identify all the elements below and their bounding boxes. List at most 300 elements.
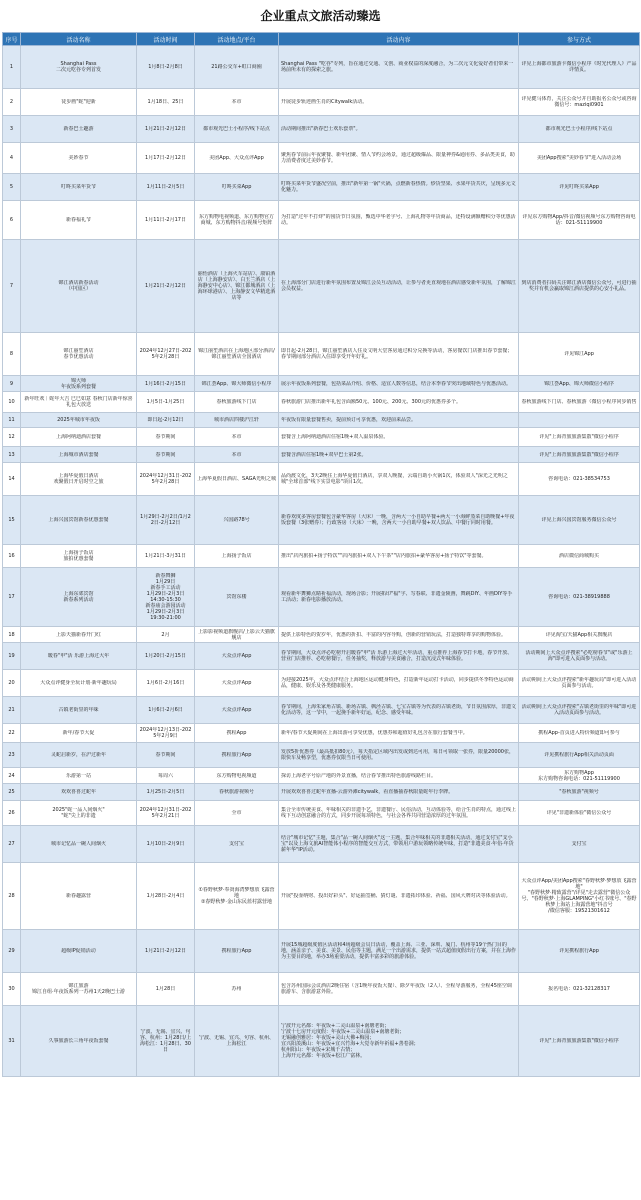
cell-name bbox=[21, 670, 137, 697]
cell-name bbox=[21, 973, 137, 1006]
cell-time bbox=[137, 428, 195, 447]
cell-no bbox=[3, 724, 21, 743]
cell-place-text: 锦江荟App、锦大师微信小程序 bbox=[201, 380, 272, 387]
cell-time-text: 1月18日、25日 bbox=[147, 99, 184, 105]
cell-name bbox=[21, 240, 137, 333]
cell-join bbox=[519, 333, 640, 376]
page-title: 企业重点文旅活动臻选 bbox=[260, 9, 381, 23]
cell-no bbox=[3, 743, 21, 768]
cell-no bbox=[3, 240, 21, 333]
cell-name-text: 超级IP促销活动 bbox=[61, 948, 96, 954]
cell-join-text: 大众点评App/美团App搜索"春野秋梦·梦想放飞露营地" "春野秋梦·精致露营"/详见"走去露营"微信公众号、"春野秋梦·上海GLAMPING"小红书账号、"春野秋梦上海站上海露营地"抖音号 /微信客服：19521301612 bbox=[521, 878, 637, 914]
cell-place bbox=[195, 801, 279, 826]
cell-join bbox=[519, 143, 640, 174]
cell-content-text: 新年/春节大促期间在上海出游可享受优惠，优惠券和超值好礼包含在旅行套餐当中。 bbox=[281, 730, 468, 736]
cell-time-text: 新春舞狮 1月29日 新春手工活动 1月29日-2月3日 14:30-15:30 新春庙会游园活动 1月29日-2月3日 19:30-21:00 bbox=[145, 573, 186, 621]
cell-content bbox=[279, 545, 519, 568]
cell-no bbox=[3, 973, 21, 1006]
cell-content bbox=[279, 568, 519, 627]
table-row bbox=[3, 392, 640, 413]
cell-no bbox=[3, 46, 21, 89]
cell-join bbox=[519, 428, 640, 447]
cell-time bbox=[137, 545, 195, 568]
cell-content-text: 宁波开元名都：年夜饭+二灵山温泉+南塘老街； 宁波十七房开元度假：年夜饭+二灵山温泉+南塘老街； 无锡融创雅居：年夜饭+灵山大佛+梅园； 宜兴阳羡溪山：年夜饭+宜兴竹海+大觉寺新年祈福+善卷洞； 杭州阳山：年夜饭+宋城千古情； 上海开元名都：年夜饭+松江广富林。 bbox=[281, 1023, 419, 1059]
header-name: 活动名称 bbox=[21, 33, 137, 46]
cell-name bbox=[21, 174, 137, 201]
cell-join bbox=[519, 743, 640, 768]
cell-time-text: 1月8日-2月8日 bbox=[148, 64, 183, 70]
cell-name-text: 锦江丽笙酒店 春节优惠活动 bbox=[63, 348, 94, 360]
cell-name-text: 锦江酒店新春活动 （中国区） bbox=[58, 280, 99, 292]
cell-join-text: 详见携程旅行App相关活动页面 bbox=[544, 752, 614, 758]
table-row bbox=[3, 46, 640, 89]
cell-content bbox=[279, 240, 519, 333]
cell-place bbox=[195, 627, 279, 643]
cell-name bbox=[21, 496, 137, 545]
cell-time-text: 1月25日-2月5日 bbox=[146, 789, 185, 795]
cell-time-text: 1月17日-2月12日 bbox=[145, 155, 186, 161]
cell-time bbox=[137, 413, 195, 428]
cell-time bbox=[137, 333, 195, 376]
cell-place bbox=[195, 376, 279, 392]
cell-time-text: 1月11日-2月17日 bbox=[145, 217, 186, 223]
cell-name-text: 上海东郊宾馆 新春系列活动 bbox=[63, 591, 94, 603]
cell-name bbox=[21, 376, 137, 392]
cell-no-text: 19 bbox=[8, 653, 15, 659]
cell-join-text: 东方购物App 东方购物咨询电话：021-51119900 bbox=[538, 769, 620, 782]
cell-name bbox=[21, 333, 137, 376]
cell-place-text: 携程旅行App bbox=[221, 752, 252, 758]
cell-time-text: 1月16日-2月15日 bbox=[145, 380, 186, 387]
table-row bbox=[3, 333, 640, 376]
cell-content-text: 为打造"过年不打烊"的囤货节日氛围，甄选中华老字号、上海礼物等年货商品，还特设满额赠积分等优惠活动。 bbox=[281, 214, 516, 226]
cell-time-text: 1月20日-2月15日 bbox=[145, 653, 186, 659]
cell-no bbox=[3, 376, 21, 392]
cell-no bbox=[3, 826, 21, 863]
cell-time-text: 2024年12月31日-2025年2月21日 bbox=[139, 807, 192, 819]
cell-time-text: 1月6日-2月16日 bbox=[146, 680, 185, 686]
cell-place bbox=[195, 784, 279, 801]
cell-no bbox=[3, 392, 21, 413]
cell-place-text: 本市 bbox=[231, 99, 242, 105]
cell-join-text: 春秋旅游线下门店、春秋旅游（微信小程序同步销售 bbox=[521, 399, 637, 405]
cell-name-text: 新年旺欢｜蛇年大吉 巳巳如意 春秋门店新年惊喜礼包大放送 bbox=[24, 396, 133, 408]
table-row bbox=[3, 973, 640, 1006]
cell-name bbox=[21, 930, 137, 973]
cell-time-text: 每周六 bbox=[157, 772, 173, 779]
cell-no bbox=[3, 201, 21, 240]
cell-place-text: 上影影视频道旗舰店/上影云天猫旗舰店 bbox=[198, 628, 275, 641]
cell-content-text: 叮咚买菜年货节盛况空前，推出"新年第一锅"火锅，点燃新春热情。炒货坚果、水果年货共庆，呈现多元文化魅力。 bbox=[281, 181, 516, 193]
cell-time bbox=[137, 863, 195, 930]
cell-join bbox=[519, 46, 640, 89]
cell-content bbox=[279, 89, 519, 116]
cell-time bbox=[137, 376, 195, 392]
cell-name-text: 灵蛇启新岁，在沪过新年 bbox=[50, 752, 106, 758]
cell-place bbox=[195, 174, 279, 201]
cell-place-text: 大众点评App bbox=[221, 653, 252, 659]
cell-join bbox=[519, 670, 640, 697]
cell-join bbox=[519, 116, 640, 143]
cell-place-text: 大众点评App bbox=[221, 680, 252, 686]
cell-content-text: 春节期间，大众点评必吃榜开启暖春"申"活 乐游上海过大年活动，重点推荐上海春节打卡地，春节开放、营业门店推荐、必吃榜餐厅，任务抽奖，释放游与美食融合，打造沉浸式年味体验。 bbox=[281, 650, 513, 662]
cell-time bbox=[137, 568, 195, 627]
cell-no-text: 16 bbox=[8, 553, 15, 559]
header-no: 序号 bbox=[3, 33, 21, 46]
cell-name-text: 2025"蛇一品人间烟火" "蛇"尖上的非遗 bbox=[52, 807, 105, 819]
cell-time bbox=[137, 724, 195, 743]
cell-place bbox=[195, 392, 279, 413]
cell-content-text: 春秋旅游门店推出新年礼包含面额50元、100元、200元、300元的优惠券多个。 bbox=[281, 399, 461, 405]
cell-place bbox=[195, 1006, 279, 1077]
cell-join bbox=[519, 89, 640, 116]
cell-name bbox=[21, 801, 137, 826]
cell-no bbox=[3, 545, 21, 568]
cell-time-text: 2024年12月27日-2025年2月28日 bbox=[139, 348, 192, 360]
cell-join bbox=[519, 801, 640, 826]
cell-time-text: 1月5日-1月25日 bbox=[146, 399, 185, 405]
cell-time bbox=[137, 116, 195, 143]
cell-time bbox=[137, 143, 195, 174]
cell-no bbox=[3, 568, 21, 627]
table-row bbox=[3, 143, 640, 174]
cell-content-text: 品尚渡文化，3天2晚住上海华夏假日酒店，享双人晚餐，云端自助小火锅1次，体验双人"深光之光明之城"全球首部"线下实景电影"项目1次。 bbox=[281, 473, 508, 485]
cell-no-text: 10 bbox=[8, 399, 15, 405]
cell-join-text: 详见锦江App bbox=[564, 351, 594, 357]
cell-time bbox=[137, 784, 195, 801]
cell-no-text: 31 bbox=[8, 1038, 15, 1044]
cell-time bbox=[137, 670, 195, 697]
cell-no bbox=[3, 447, 21, 463]
cell-time bbox=[137, 447, 195, 463]
cell-name-text: 上海城市酒店套餐 bbox=[58, 451, 99, 458]
cell-join bbox=[519, 643, 640, 670]
cell-no bbox=[3, 333, 21, 376]
cell-time-text: 1月21日-2月12日 bbox=[145, 283, 186, 289]
cell-join-text: 美团App搜索"美妙春节"进入活动会场 bbox=[536, 155, 622, 161]
cell-no-text: 26 bbox=[8, 810, 15, 816]
cell-no bbox=[3, 89, 21, 116]
cell-no-text: 11 bbox=[8, 417, 15, 423]
cell-no bbox=[3, 116, 21, 143]
cell-place bbox=[195, 643, 279, 670]
cell-content bbox=[279, 784, 519, 801]
cell-content bbox=[279, 930, 519, 973]
cell-time-text: 1月21日-2月12日 bbox=[145, 126, 186, 132]
cell-content bbox=[279, 333, 519, 376]
cell-join-text: 支付宝 bbox=[571, 841, 587, 847]
cell-join bbox=[519, 826, 640, 863]
cell-no-text: 12 bbox=[8, 434, 15, 440]
cell-time bbox=[137, 1006, 195, 1077]
table-row bbox=[3, 627, 640, 643]
cell-place bbox=[195, 116, 279, 143]
cell-name-text: 城市记忆品一碗人间烟火 bbox=[50, 841, 106, 847]
cell-name-text: 美妙春节 bbox=[68, 155, 89, 161]
cell-content bbox=[279, 768, 519, 784]
cell-name bbox=[21, 428, 137, 447]
cell-join-text: "春秋旅游"视频号 bbox=[559, 789, 599, 795]
cell-no-text: 3 bbox=[9, 126, 14, 132]
cell-no bbox=[3, 413, 21, 428]
cell-no-text: 1 bbox=[9, 64, 14, 70]
cell-time-text: 1月21日-3月31日 bbox=[145, 553, 186, 559]
table-row bbox=[3, 768, 640, 784]
cell-join-text: 详见上海都市旅游卡微信小程序《时光代理人》产品详情页。 bbox=[521, 61, 637, 73]
cell-name bbox=[21, 143, 137, 174]
cell-name bbox=[21, 627, 137, 643]
cell-place bbox=[195, 697, 279, 724]
cell-no-text: 13 bbox=[8, 451, 15, 458]
header-place: 活动地点/平台 bbox=[195, 33, 279, 46]
cell-no-text: 22 bbox=[8, 730, 15, 736]
cell-content-text: 聚焦春节前后年夜聚餐、新年团聚、情人节约会场景，通过超级爆品、限量神券&通用券、多品类美食，助力消费者度过美妙春节。 bbox=[281, 152, 515, 164]
cell-no bbox=[3, 463, 21, 496]
cell-place-text: 都市观光巴士小程序/线下站点 bbox=[203, 126, 270, 132]
cell-place-text: 上海扬子饭店 bbox=[221, 553, 252, 559]
cell-place-text: ①春野秋梦·奉贤海湾梦想放飞露营地 ②春野秋梦·金山东民蓝村露营地 bbox=[198, 887, 275, 905]
cell-join bbox=[519, 627, 640, 643]
cell-place-text: 春秋旅游视频号 bbox=[218, 789, 254, 795]
cell-content-text: 套餐含上海阿纳迪酒店住宿1晚+双人温泉体验。 bbox=[281, 434, 389, 440]
cell-time bbox=[137, 240, 195, 333]
cell-time bbox=[137, 46, 195, 89]
cell-content-text: 结合"城市记忆"主题，集合"品一碗人间烟火"这一主题，集合年味相关的非遗相关活动，通过支付宝"支小宝"以及上海文旅AI智能体小程序的智能交互方式，带领用户游玩领略传统年味，打造"非遗美食·年俗·年货薪年华"IP活动。 bbox=[281, 835, 514, 853]
table-row bbox=[3, 89, 640, 116]
cell-time-text: 2024年12月13日-2025年2月9日 bbox=[139, 727, 192, 739]
cell-place-text: 全市 bbox=[231, 810, 242, 816]
cell-time-text: 1月11日-2月5日 bbox=[146, 184, 185, 190]
cell-place bbox=[195, 89, 279, 116]
cell-name bbox=[21, 89, 137, 116]
cell-place-text: 东方购物电视频道、东方购物官方商城、东方购物抖音/视频号矩阵 bbox=[198, 214, 274, 226]
cell-name bbox=[21, 545, 137, 568]
cell-time-text: 1月29日-2月2日/1月22日-2月12日 bbox=[140, 514, 191, 526]
header-content: 活动内容 bbox=[279, 33, 519, 46]
cell-time bbox=[137, 392, 195, 413]
cell-no-text: 24 bbox=[8, 772, 15, 779]
cell-place-text: 东方购物电视频道 bbox=[216, 772, 257, 779]
cell-join-text: 活动期间上大众点评搜索"古镇老街里的年味"即可进入活动页面参与活动。 bbox=[521, 704, 637, 716]
cell-content bbox=[279, 174, 519, 201]
cell-name bbox=[21, 392, 137, 413]
cell-no-text: 14 bbox=[8, 476, 15, 482]
table-row bbox=[3, 496, 640, 545]
cell-name-text: 上海兴国宾馆新春优惠套餐 bbox=[48, 517, 109, 523]
cell-time-text: 春节期间 bbox=[155, 434, 176, 440]
cell-join bbox=[519, 376, 640, 392]
cell-place bbox=[195, 333, 279, 376]
cell-content bbox=[279, 143, 519, 174]
cell-name bbox=[21, 826, 137, 863]
cell-time bbox=[137, 973, 195, 1006]
cell-place bbox=[195, 724, 279, 743]
cell-name bbox=[21, 697, 137, 724]
cell-no bbox=[3, 627, 21, 643]
table-row bbox=[3, 743, 640, 768]
cell-content bbox=[279, 724, 519, 743]
cell-content bbox=[279, 46, 519, 89]
cell-time-text: 1月28日 bbox=[155, 986, 176, 992]
table-row bbox=[3, 930, 640, 973]
cell-no-text: 4 bbox=[9, 155, 14, 161]
cell-join bbox=[519, 784, 640, 801]
cell-place bbox=[195, 568, 279, 627]
cell-place bbox=[195, 930, 279, 973]
table-row bbox=[3, 784, 640, 801]
cell-content-text: 新春欢度多客房套餐包含豪华客房（大床）一晚，含两大一小自助早餐+两大一小海鲜蒸菜自助晚餐+年夜饭套餐（3张赠券）；行政客房（大床）一晚，含两大一小自助早餐+双人饮品、中餐厅同时用餐。 bbox=[281, 514, 515, 526]
cell-time bbox=[137, 496, 195, 545]
activity-table bbox=[2, 32, 640, 1077]
cell-join-text: 都市观光巴士小程序/线下站点 bbox=[545, 126, 613, 132]
cell-place bbox=[195, 545, 279, 568]
cell-name bbox=[21, 463, 137, 496]
cell-no-text: 29 bbox=[8, 948, 15, 954]
cell-name-text: 上海华夏假日酒店 欢聚假日开启时空之旅 bbox=[53, 473, 104, 485]
cell-name bbox=[21, 643, 137, 670]
cell-no bbox=[3, 174, 21, 201]
cell-name-text: 2025年城市年夜饭 bbox=[57, 417, 100, 423]
cell-name bbox=[21, 743, 137, 768]
cell-name-text: Shanghai Pass 二次元吃谷专列首发 bbox=[55, 61, 101, 73]
header-time: 活动时间 bbox=[137, 33, 195, 46]
cell-content-text: 发放5折优惠券（最高抵扣80元），每天指定区域内出发或到达可用，每日可领取一张券，限量20000张，限快车及畅享型，优惠券仅限当日可使用。 bbox=[281, 749, 514, 761]
table-row bbox=[3, 863, 640, 930]
cell-join bbox=[519, 768, 640, 784]
cell-join-text: 活动期间上大众点评搜索"新年趣玩局"即可进入活动页面参与活动。 bbox=[521, 677, 637, 689]
cell-name-text: 欢欢喜喜过蛇年 bbox=[60, 789, 96, 795]
cell-no-text: 21 bbox=[8, 707, 15, 713]
cell-content-text: 春节期间，上海朱家角古镇、新场古镇、枫泾古镇、七宝古镇等为代表的古镇老街，节日氛围浓厚，非遗文化活动等，这一节中，一起挽手新年好运，纪念、感受年味。 bbox=[281, 704, 516, 716]
cell-name-text: 新年/春节大促 bbox=[62, 730, 95, 736]
cell-place-text: 丽怡酒店（上海火车站店）、康铂酒店（上海静安店）、白玉兰酒店（上海静安中心店）、锦江都城酒店（上海环球港店）、上海静安文华精选酒店等 bbox=[197, 271, 276, 301]
cell-name-text: 新春巴士趣游 bbox=[63, 126, 94, 132]
cell-join bbox=[519, 240, 640, 333]
cell-time-text: 1月28日-2月4日 bbox=[146, 893, 185, 899]
cell-place bbox=[195, 496, 279, 545]
cell-join bbox=[519, 174, 640, 201]
cell-time bbox=[137, 697, 195, 724]
cell-no-text: 17 bbox=[8, 594, 15, 600]
cell-content bbox=[279, 697, 519, 724]
cell-content bbox=[279, 376, 519, 392]
table-row bbox=[3, 826, 640, 863]
table-row bbox=[3, 116, 640, 143]
cell-content-text: 在上海部分门店进行新年氛围布置及锦江会员互动活动，让参与者更直观地在酒店感受新年氛围，了解锦江会员权益。 bbox=[281, 280, 516, 292]
cell-join bbox=[519, 496, 640, 545]
cell-join-text: 咨询电话：021-38534753 bbox=[548, 476, 610, 482]
cell-name bbox=[21, 201, 137, 240]
cell-name-text: 上海扬子饭店 旅拍优惠套餐 bbox=[63, 550, 94, 562]
cell-content-text: 即日起-2月28日，锦江丽笙酒店人住及文明大堂客房通过积分兑换等活动，客房餐饮门店推出春节套餐；春节期间部分酒店入住即享受开年好礼。 bbox=[281, 348, 513, 360]
cell-time bbox=[137, 801, 195, 826]
cell-no-text: 28 bbox=[8, 893, 15, 899]
cell-content bbox=[279, 643, 519, 670]
cell-content bbox=[279, 496, 519, 545]
cell-no-text: 27 bbox=[8, 841, 15, 847]
cell-join bbox=[519, 697, 640, 724]
cell-place-text: 宁波、无锡、宜兴、句容、杭州、上海松江 bbox=[198, 1035, 274, 1047]
cell-no-text: 15 bbox=[8, 517, 15, 523]
table-row bbox=[3, 545, 640, 568]
cell-place-text: 宾馆东楼 bbox=[226, 594, 247, 600]
cell-join-text: 锦江荟App、锦大师微信小程序 bbox=[544, 380, 614, 387]
cell-content bbox=[279, 863, 519, 930]
cell-content-text: 套餐含酒店住宿1晚+双早巴士第2张。 bbox=[281, 451, 367, 458]
cell-no-text: 2 bbox=[9, 99, 14, 105]
cell-time-text: 1月6日-2月6日 bbox=[148, 707, 183, 713]
cell-time bbox=[137, 930, 195, 973]
cell-content bbox=[279, 447, 519, 463]
cell-content bbox=[279, 116, 519, 143]
cell-place-text: 21路公交车+虹口商圈 bbox=[211, 64, 262, 70]
cell-content-text: Shanghai Pass "吃谷"专列，旨在通过交通、文创、商业权益的深度融合，为二次元文化爱好者们带来一场前所未有的探索之旅。 bbox=[281, 61, 514, 73]
cell-place bbox=[195, 143, 279, 174]
cell-content-text: 探访上海老字号原产地的外景直播，结合春节推出特色旅游线路栏目。 bbox=[281, 772, 437, 779]
cell-place-text: 兴国路78号 bbox=[223, 517, 250, 523]
cell-content bbox=[279, 1006, 519, 1077]
cell-name-text: 上影天猫新春开门红 bbox=[55, 631, 101, 638]
cell-place-text: 携程App bbox=[226, 730, 247, 736]
cell-join bbox=[519, 568, 640, 627]
cell-no bbox=[3, 143, 21, 174]
cell-no-text: 20 bbox=[8, 680, 15, 686]
cell-place bbox=[195, 46, 279, 89]
cell-join-text: 详见"上海青旅旅游集散"微信小程序 bbox=[539, 1038, 619, 1044]
cell-name bbox=[21, 447, 137, 463]
cell-time bbox=[137, 768, 195, 784]
cell-place bbox=[195, 428, 279, 447]
cell-no-text: 23 bbox=[8, 752, 15, 758]
cell-name-text: 乐游第一站 bbox=[65, 772, 91, 779]
cell-no-text: 30 bbox=[8, 986, 15, 992]
cell-no-text: 8 bbox=[9, 351, 14, 357]
cell-no bbox=[3, 496, 21, 545]
cell-time bbox=[137, 826, 195, 863]
cell-place bbox=[195, 447, 279, 463]
cell-place-text: 本市 bbox=[231, 451, 242, 458]
cell-name bbox=[21, 568, 137, 627]
cell-no bbox=[3, 801, 21, 826]
cell-content bbox=[279, 413, 519, 428]
cell-time bbox=[137, 174, 195, 201]
cell-time bbox=[137, 89, 195, 116]
cell-join bbox=[519, 973, 640, 1006]
cell-name bbox=[21, 724, 137, 743]
cell-name-text: 古镇老街里的年味 bbox=[58, 707, 99, 713]
cell-no-text: 6 bbox=[9, 217, 14, 223]
cell-content bbox=[279, 743, 519, 768]
cell-time bbox=[137, 743, 195, 768]
cell-name bbox=[21, 1006, 137, 1077]
cell-no bbox=[3, 768, 21, 784]
cell-place bbox=[195, 240, 279, 333]
cell-no-text: 18 bbox=[8, 631, 15, 638]
cell-no bbox=[3, 697, 21, 724]
cell-join bbox=[519, 724, 640, 743]
table-header-row bbox=[3, 33, 640, 46]
cell-name-text: 新春福礼节 bbox=[65, 217, 91, 223]
cell-no bbox=[3, 670, 21, 697]
cell-time bbox=[137, 463, 195, 496]
table-row bbox=[3, 447, 640, 463]
cell-no bbox=[3, 428, 21, 447]
cell-join-text: 活动期间上大众点评搜索"必吃榜春节"或"乐游上海"即可进入页面参与活动。 bbox=[525, 650, 633, 662]
header-join: 参与方式 bbox=[519, 33, 640, 46]
cell-place-text: 上海华夏假日酒店、SAGA光明之城 bbox=[197, 476, 276, 482]
cell-no bbox=[3, 784, 21, 801]
cell-name bbox=[21, 413, 137, 428]
